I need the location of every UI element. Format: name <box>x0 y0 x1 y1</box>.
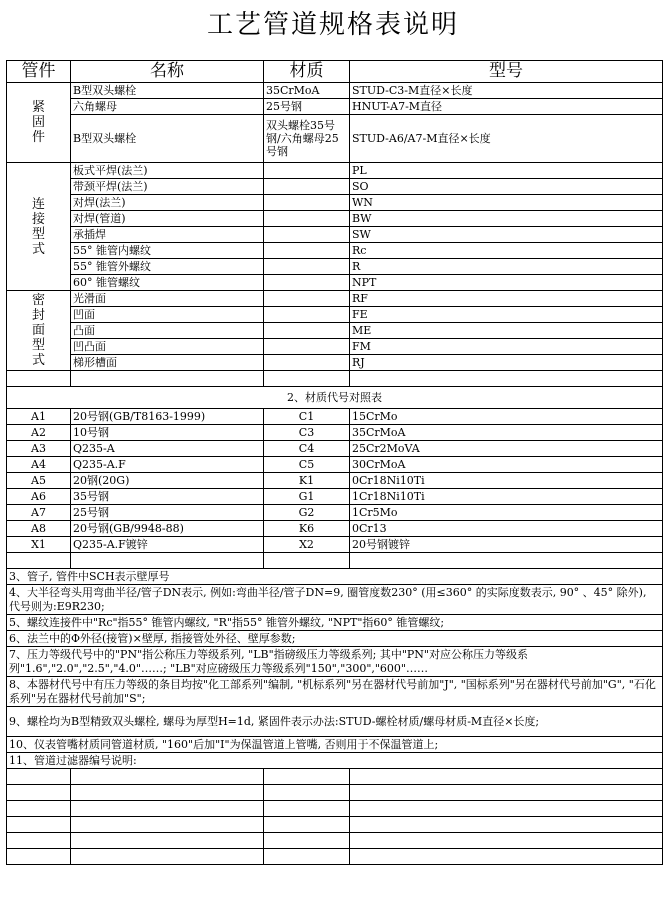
material-name: 1Cr5Mo <box>350 505 663 521</box>
material-name: 10号钢 <box>71 425 264 441</box>
note-text: 7、压力等级代号中的"PN"指公称压力等级系列, "LB"指磅级压力等级系列; 其中"PN"对应公称压力等级系列"1.6","2.0","2.5","4.0"……; "LB"对应磅级压力等级系列"150","300","600"…… <box>7 647 663 677</box>
material-row <box>7 409 663 425</box>
item-name: 对焊(法兰) <box>71 195 264 211</box>
item-model: NPT <box>350 275 663 291</box>
item-model: RF <box>350 291 663 307</box>
item-name: 光滑面 <box>71 291 264 307</box>
item-name: 55° 锥管外螺纹 <box>71 259 264 275</box>
table-row <box>7 211 663 227</box>
note-row <box>7 753 663 769</box>
note-text: 10、仪表管嘴材质同管道材质, "160"后加"I"为保温管道上管嘴, 否则用于不保温管道上; <box>7 737 663 753</box>
material-row <box>7 425 663 441</box>
item-material <box>264 291 350 307</box>
material-name: 1Cr18Ni10Ti <box>350 489 663 505</box>
item-material <box>264 275 350 291</box>
note-text: 6、法兰中的Φ外径(接管)×壁厚, 指接管处外径、壁厚参数; <box>7 631 663 647</box>
material-row <box>7 521 663 537</box>
table-row <box>7 259 663 275</box>
material-name: Q235-A.F镀锌 <box>71 537 264 553</box>
item-material <box>264 195 350 211</box>
item-name: 60° 锥管螺纹 <box>71 275 264 291</box>
material-code: G1 <box>264 489 350 505</box>
material-name: 35号钢 <box>71 489 264 505</box>
group-fastener <box>7 83 71 163</box>
table-row <box>7 355 663 371</box>
group-label: 连 接 型 式 <box>31 196 45 257</box>
material-code: A5 <box>7 473 71 489</box>
page-title: 工艺管道规格表说明 <box>206 10 459 40</box>
empty-row <box>7 371 663 387</box>
material-code: A2 <box>7 425 71 441</box>
item-material <box>264 355 350 371</box>
material-name: 20号钢(GB/T8163-1999) <box>71 409 264 425</box>
note-row <box>7 631 663 647</box>
section-title-row <box>7 387 663 409</box>
item-model: FM <box>350 339 663 355</box>
note-text: 8、本器材代号中有压力等级的条目均按"化工部系列"编制, "机标系列"另在器材代号前加"J", "国标系列"另在器材代号前加"G", "石化系列"另在器材代号前加"S"; <box>7 677 663 707</box>
material-name: Q235-A.F <box>71 457 264 473</box>
header-material: 材质 <box>264 61 350 83</box>
material-code: A1 <box>7 409 71 425</box>
item-name: B型双头螺栓 <box>71 115 264 163</box>
material-code: C1 <box>264 409 350 425</box>
item-name: 板式平焊(法兰) <box>71 163 264 179</box>
material-code: C5 <box>264 457 350 473</box>
table-row <box>7 323 663 339</box>
note-text: 9、螺栓均为B型精致双头螺栓, 螺母为厚型H=1d, 紧固件表示办法:STUD-螺栓材质/螺母材质-M直径×长度; <box>7 707 663 737</box>
material-row <box>7 441 663 457</box>
item-model: RJ <box>350 355 663 371</box>
material-code: X2 <box>264 537 350 553</box>
table-row <box>7 179 663 195</box>
item-material <box>264 163 350 179</box>
item-material: 双头螺栓35号钢/六角螺母25号钢 <box>264 115 350 163</box>
item-material <box>264 323 350 339</box>
material-code: G2 <box>264 505 350 521</box>
note-text: 5、螺纹连接件中"Rc"指55° 锥管内螺纹, "R"指55° 锥管外螺纹, "NPT"指60° 锥管螺纹; <box>7 615 663 631</box>
item-name: 凸面 <box>71 323 264 339</box>
item-material <box>264 339 350 355</box>
note-row <box>7 677 663 707</box>
material-code: A4 <box>7 457 71 473</box>
header-model: 型号 <box>350 61 663 83</box>
material-code: X1 <box>7 537 71 553</box>
material-row <box>7 457 663 473</box>
material-code: C4 <box>264 441 350 457</box>
item-material <box>264 211 350 227</box>
note-text: 11、管道过滤器编号说明: <box>7 753 663 769</box>
material-code: K6 <box>264 521 350 537</box>
note-row <box>7 569 663 585</box>
empty-row <box>7 801 663 817</box>
empty-row <box>7 849 663 865</box>
header-name: 名称 <box>71 61 264 83</box>
empty-row <box>7 833 663 849</box>
material-code: C3 <box>264 425 350 441</box>
group-sealing <box>7 291 71 371</box>
header-fitting: 管件 <box>7 61 71 83</box>
table-row <box>7 227 663 243</box>
note-row <box>7 737 663 753</box>
item-material <box>264 307 350 323</box>
item-model: STUD-C3-M直径×长度 <box>350 83 663 99</box>
item-material <box>264 179 350 195</box>
item-model: SW <box>350 227 663 243</box>
material-section-title: 2、材质代号对照表 <box>7 387 663 409</box>
table-row <box>7 291 663 307</box>
item-model: FE <box>350 307 663 323</box>
item-model: HNUT-A7-M直径 <box>350 99 663 115</box>
item-model: R <box>350 259 663 275</box>
material-name: 25Cr2MoVA <box>350 441 663 457</box>
table-row <box>7 99 663 115</box>
header-row <box>7 61 663 83</box>
table-row <box>7 83 663 99</box>
material-code: K1 <box>264 473 350 489</box>
table-row <box>7 243 663 259</box>
material-code: A6 <box>7 489 71 505</box>
note-row <box>7 647 663 677</box>
empty-row <box>7 553 663 569</box>
item-material <box>264 243 350 259</box>
item-name: 凹面 <box>71 307 264 323</box>
note-row <box>7 615 663 631</box>
item-model: PL <box>350 163 663 179</box>
material-name: 0Cr18Ni10Ti <box>350 473 663 489</box>
material-code: A3 <box>7 441 71 457</box>
material-name: 0Cr13 <box>350 521 663 537</box>
item-model: BW <box>350 211 663 227</box>
item-name: 带颈平焊(法兰) <box>71 179 264 195</box>
table-row <box>7 307 663 323</box>
table-row <box>7 195 663 211</box>
item-model: ME <box>350 323 663 339</box>
material-name: 25号钢 <box>71 505 264 521</box>
material-name: 35CrMoA <box>350 425 663 441</box>
material-name: 20号钢镀锌 <box>350 537 663 553</box>
table-row <box>7 275 663 291</box>
item-material <box>264 259 350 275</box>
item-name: 凹凸面 <box>71 339 264 355</box>
material-code: A8 <box>7 521 71 537</box>
group-label: 密 封 面 型 式 <box>31 293 45 368</box>
item-name: 梯形槽面 <box>71 355 264 371</box>
item-model: STUD-A6/A7-M直径×长度 <box>350 115 663 163</box>
item-name: 承插焊 <box>71 227 264 243</box>
item-name: 55° 锥管内螺纹 <box>71 243 264 259</box>
spec-table <box>6 60 663 865</box>
item-name: 六角螺母 <box>71 99 264 115</box>
material-row <box>7 537 663 553</box>
item-model: WN <box>350 195 663 211</box>
item-model: Rc <box>350 243 663 259</box>
item-material: 25号钢 <box>264 99 350 115</box>
note-text: 3、管子, 管件中SCH表示壁厚号 <box>7 569 663 585</box>
material-name: Q235-A <box>71 441 264 457</box>
material-row <box>7 473 663 489</box>
material-name: 30CrMoA <box>350 457 663 473</box>
material-code: A7 <box>7 505 71 521</box>
empty-row <box>7 785 663 801</box>
table-row <box>7 339 663 355</box>
item-model: SO <box>350 179 663 195</box>
material-name: 20钢(20G) <box>71 473 264 489</box>
item-name: 对焊(管道) <box>71 211 264 227</box>
table-row <box>7 163 663 179</box>
group-label: 紧 固 件 <box>31 100 45 145</box>
item-material <box>264 227 350 243</box>
empty-row <box>7 817 663 833</box>
group-connection <box>7 163 71 291</box>
material-name: 20号钢(GB/9948-88) <box>71 521 264 537</box>
empty-row <box>7 769 663 785</box>
note-row <box>7 585 663 615</box>
note-row <box>7 707 663 737</box>
table-row <box>7 115 663 163</box>
item-name: B型双头螺栓 <box>71 83 264 99</box>
material-name: 15CrMo <box>350 409 663 425</box>
material-row <box>7 489 663 505</box>
note-text: 4、大半径弯头用弯曲半径/管子DN表示, 例如:弯曲半径/管子DN=9, 圈管度数230° (用≤360° 的实际度数表示, 90° 、45° 除外), 代号则为:E9R230; <box>7 585 663 615</box>
material-row <box>7 505 663 521</box>
item-material: 35CrMoA <box>264 83 350 99</box>
